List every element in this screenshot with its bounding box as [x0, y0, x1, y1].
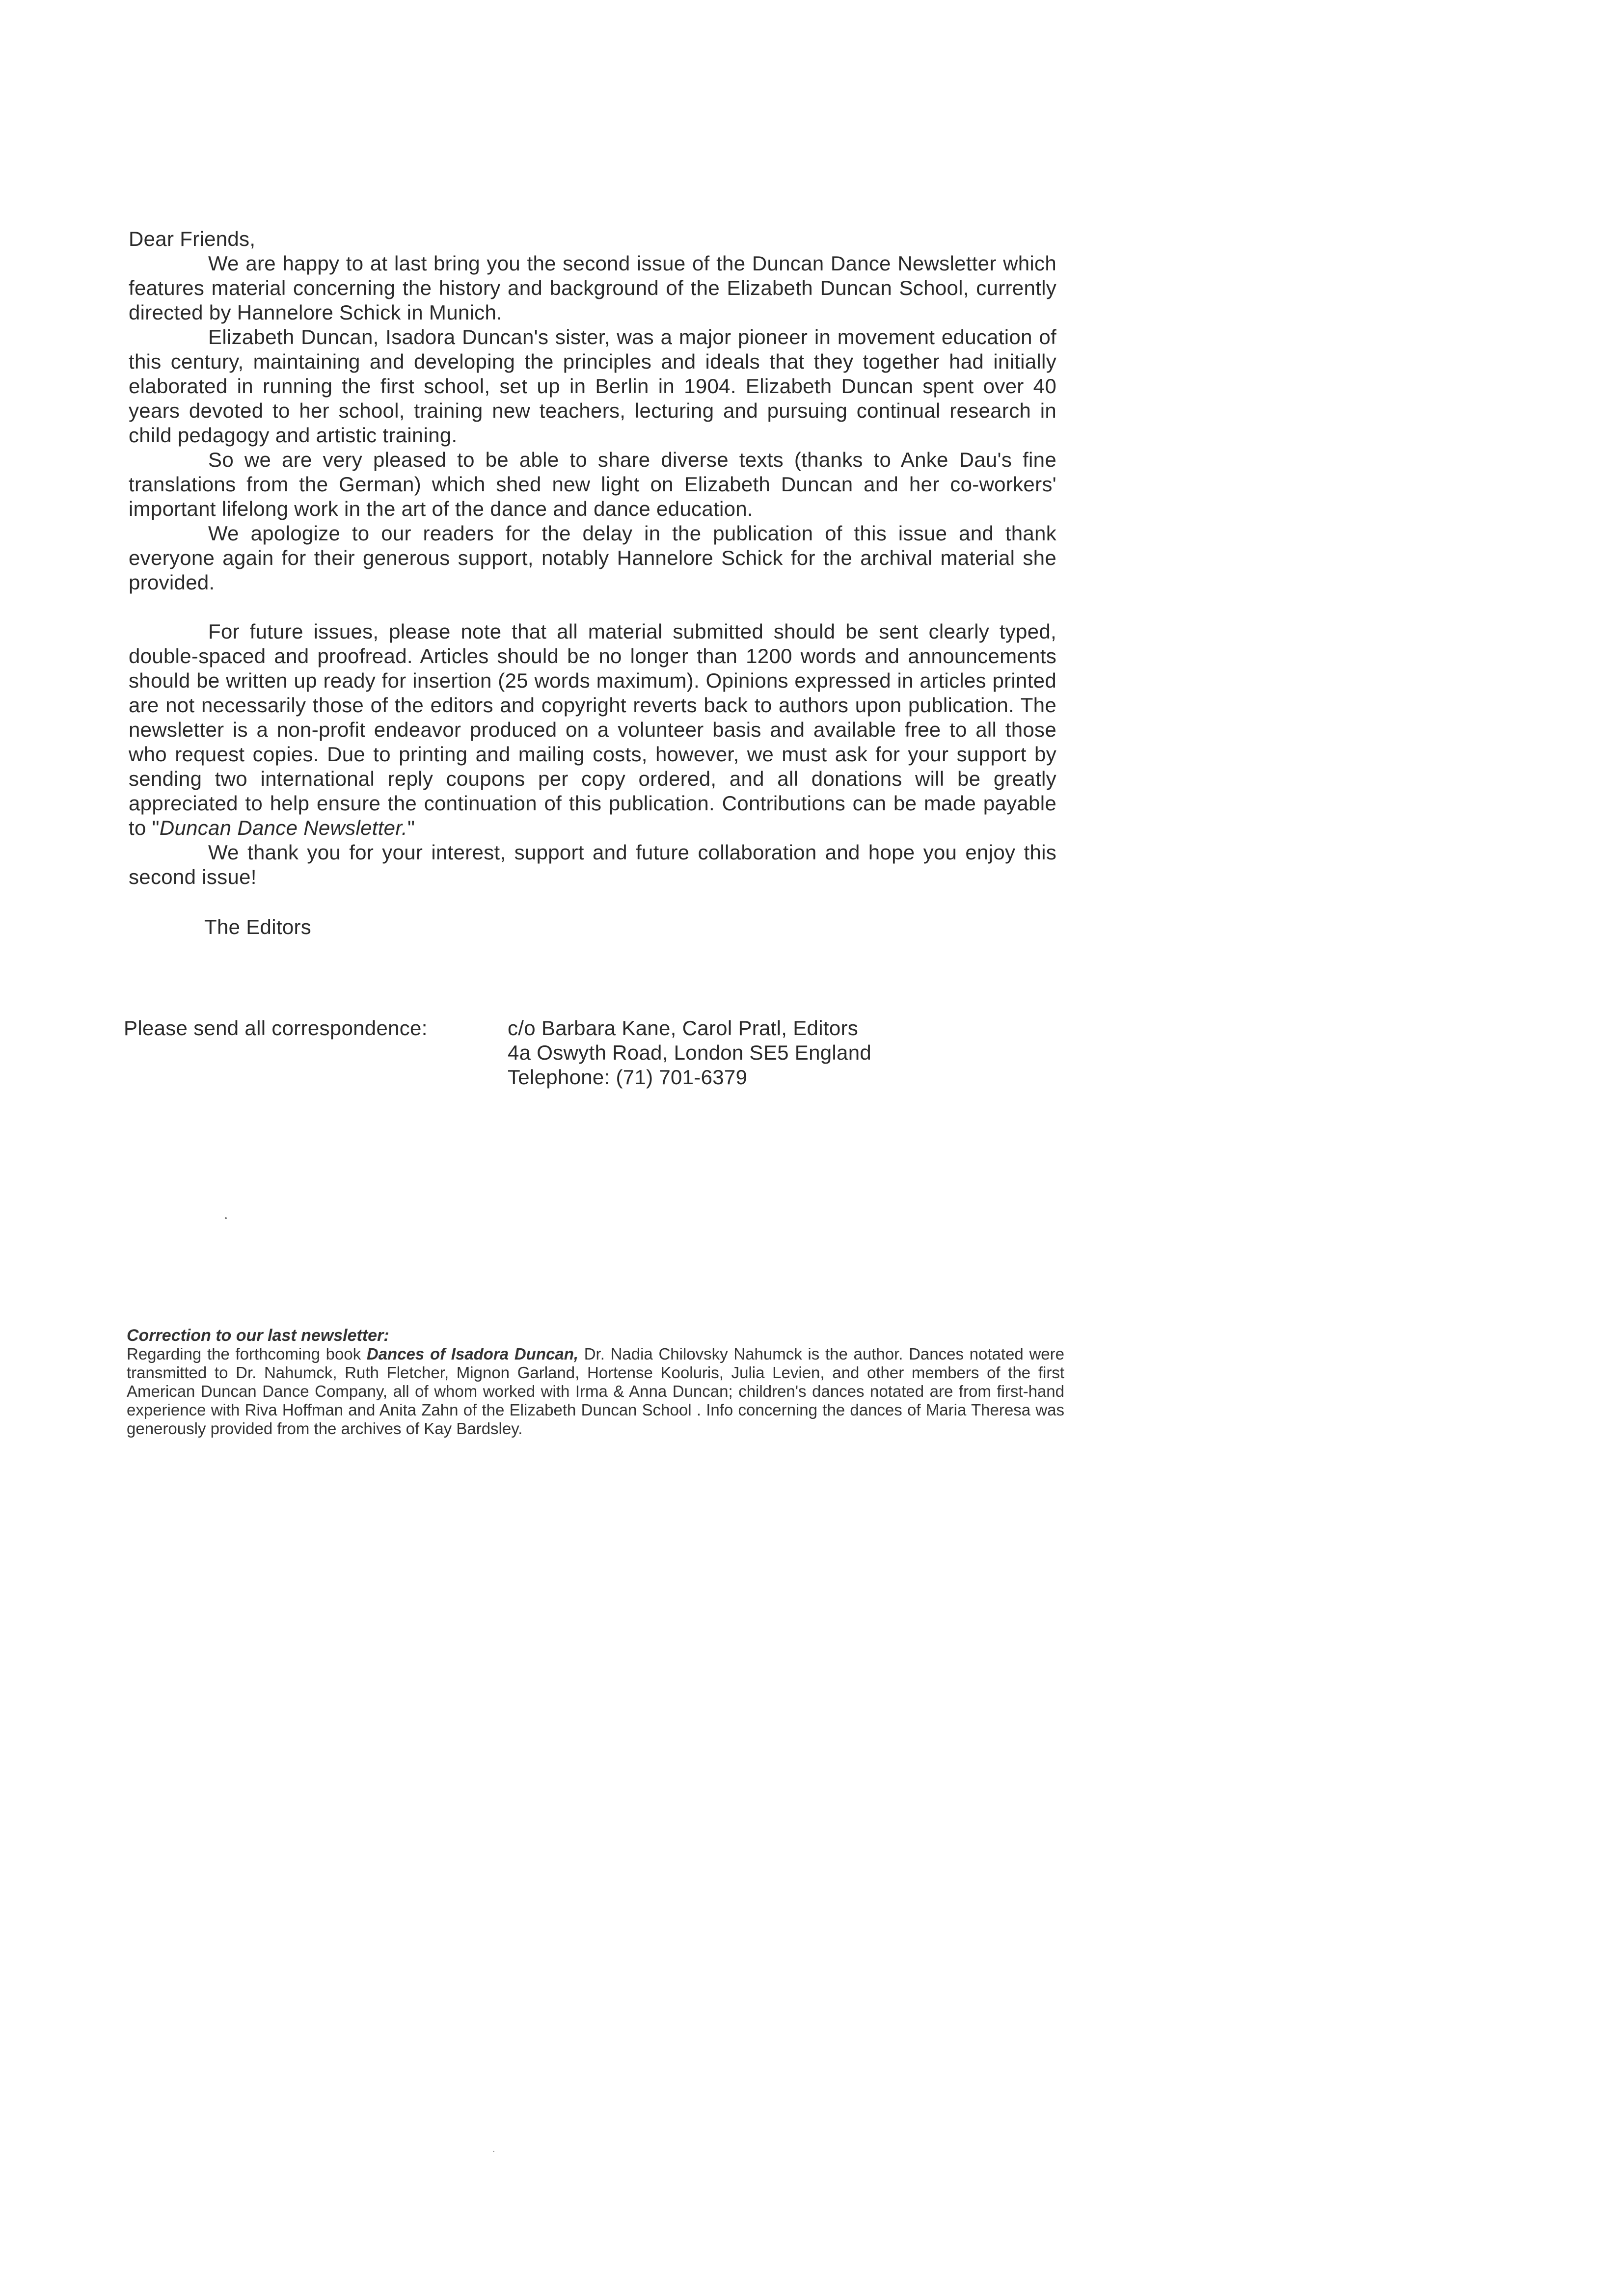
scan-speck [225, 1217, 227, 1219]
letter-paragraph-translations: So we are very pleased to be able to share diverse texts (thanks to Anke Dau's fine translations from the German) which shed new light on Elizabeth Duncan and her co-workers' important lifelong work in the art of the dance and dance education. [129, 448, 1056, 520]
correction-text: Dr. Nadia Chilovsky Nahumck is the author. Dances notated were transmitted to Dr. Nahumck, Ruth Fletcher, Mignon Garland, Hortense Kooluris, Julia Levien, and other members of the first American Duncan Dance Company, all of whom worked with Irma & Anna Duncan; children's dances notated are from first-hand experience with Riva Hoffman and Anita Zahn of the Elizabeth Duncan School . Info concerning the dances of Maria Theresa was generously provided from the archives of Kay Bardsley. [127, 1345, 1064, 1438]
correction-body [127, 1345, 1064, 1438]
submissions-text: For future issues, please note that all material submitted should be sent clearly typed, double-spaced and proofread. Articles should be no longer than 1200 words and announcements should be written up ready for insertion (25 words maximum). Opinions expressed in articles printed are not necessarily those of the editors and copyright reverts back to authors upon publication. The newsletter is a non-profit endeavor produced on a volunteer basis and available free to all those who request copies. Due to printing and mailing costs, however, we must ask for your support by sending two international reply coupons per copy ordered, and all donations will be greatly appreciated to help ensure the continuation of this publication. Contributions can be made payable to " [129, 620, 1056, 839]
letter-paragraph-intro: We are happy to at last bring you the second issue of the Duncan Dance Newsletter which features material concerning the history and background of the Elizabeth Duncan School, currently directed by Hannelore Schick in Munich. [129, 252, 1056, 324]
newsletter-title: Duncan Dance Newsletter. [159, 816, 408, 839]
paragraph-gap [129, 889, 1056, 915]
letter-paragraph-elizabeth-duncan: Elizabeth Duncan, Isadora Duncan's sister, was a major pioneer in movement education of this century, maintaining and developing the principles and ideals that they together had initially elaborated in running the first school, set up in Berlin in 1904. Elizabeth Duncan spent over 40 years devoted to her school, training new teachers, lecturing and pursuing continual research in child pedagogy and artistic training. [129, 325, 1056, 447]
correction-lead: Regarding the forthcoming book [127, 1345, 367, 1363]
signoff: The Editors [204, 915, 312, 938]
letter-paragraph-thanks: We thank you for your interest, support and future collaboration and hope you enjoy this second issue! [129, 841, 1056, 888]
closing-quote: " [407, 816, 415, 839]
address-line-editors: c/o Barbara Kane, Carol Pratl, Editors [508, 1016, 859, 1040]
correction-notice [127, 1326, 1064, 1438]
letter-paragraph-submissions [129, 619, 1056, 840]
salutation: Dear Friends, [129, 227, 256, 250]
address-line-telephone: Telephone: (71) 701-6379 [508, 1066, 748, 1089]
letter-paragraph-apology: We apologize to our readers for the delay in the publication of this issue and thank everyone again for their generous support, notably Hannelore Schick for the archival material she provided. [129, 522, 1056, 594]
address-line-street: 4a Oswyth Road, London SE5 England [508, 1041, 872, 1064]
editors-letter [129, 227, 1056, 939]
editors-address [508, 1016, 871, 1090]
book-title: Dances of Isadora Duncan, [366, 1345, 579, 1363]
correction-heading: Correction to our last newsletter: [127, 1326, 389, 1345]
scan-speck [493, 2151, 494, 2152]
correspondence-label: Please send all correspondence: [124, 1016, 428, 1040]
paragraph-gap [129, 595, 1056, 619]
